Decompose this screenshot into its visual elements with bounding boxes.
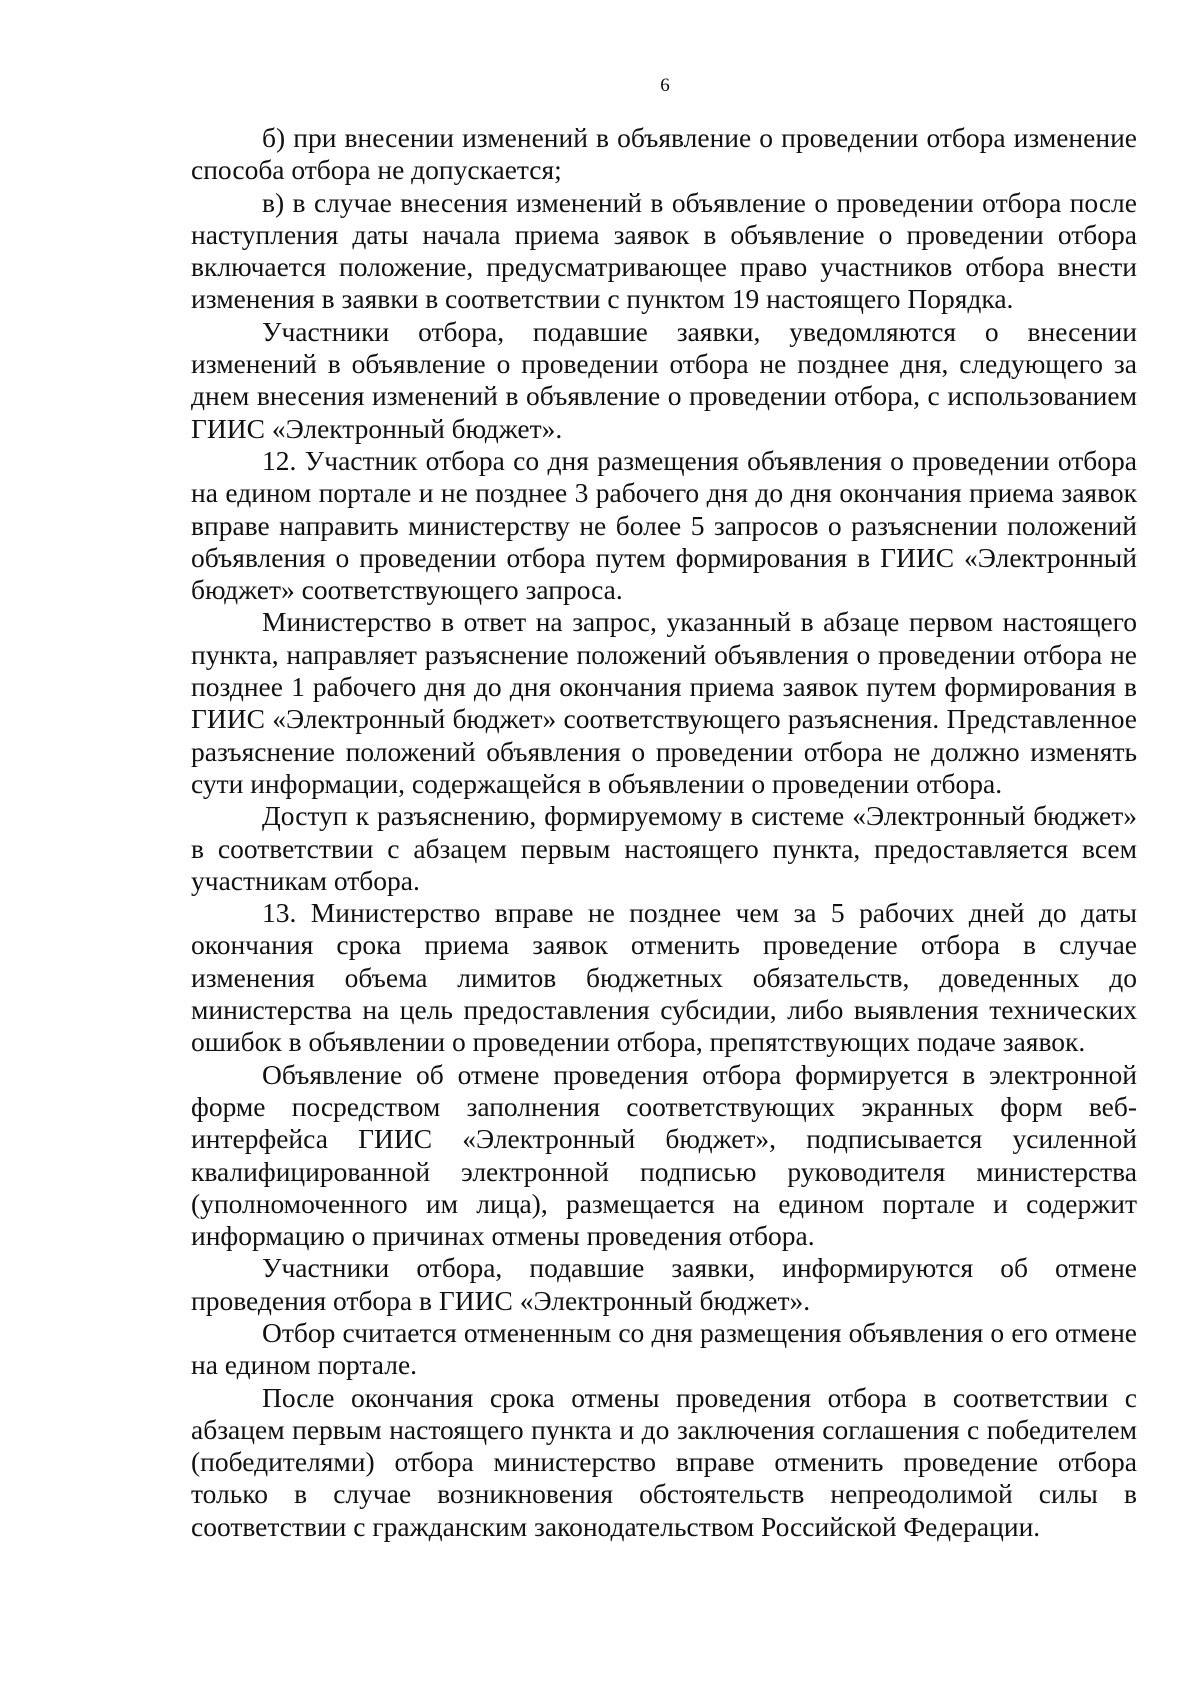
document-body <box>191 122 1137 1543</box>
paragraph-participants-informed: Участники отбора, подавшие заявки, информируются об отмене проведения отбора в ГИИС «Электронный бюджет». <box>191 1252 1137 1316</box>
paragraph-b: б) при внесении изменений в объявление о проведении отбора изменение способа отбора не допускается; <box>191 122 1137 186</box>
paragraph-selection-cancelled: Отбор считается отмененным со дня размещения объявления о его отмене на едином портале. <box>191 1316 1137 1381</box>
paragraph-participants-notification: Участники отбора, подавшие заявки, уведомляются о внесении изменений в объявление о проведении отбора не позднее дня, следующего за днем внесения изменений в объявление о проведении отбора, с использованием ГИИС «Электронный бюджет». <box>191 315 1137 444</box>
paragraph-clause-12: 12. Участник отбора со дня размещения объявления о проведении отбора на едином портале и не позднее 3 рабочего дня до дня окончания приема заявок вправе направить министерству не более 5 запросов о разъяснении положений объявления о проведении отбора путем формирования в ГИИС «Электронный бюджет» соответствующего запроса. <box>191 444 1137 606</box>
paragraph-clause-13: 13. Министерство вправе не позднее чем за 5 рабочих дней до даты окончания срока приема заявок отменить проведение отбора в случае изменения объема лимитов бюджетных обязательств, доведенных до министерства на цель предоставления субсидии, либо выявления технических ошибок в объявлении о проведении отбора, препятствующих подаче заявок. <box>191 897 1137 1058</box>
paragraph-force-majeure: После окончания срока отмены проведения отбора в соответствии с абзацем первым настоящего пункта и до заключения соглашения с победителем (победителями) отбора министерство вправе отменить проведение отбора только в случае возникновения обстоятельств непреодолимой силы в соответствии с гражданским законодательством Российской Федерации. <box>191 1381 1137 1542</box>
paragraph-ministry-response: Министерство в ответ на запрос, указанный в абзаце первом настоящего пункта, направляет разъяснение положений объявления о проведении отбора не позднее 1 рабочего дня до дня окончания приема заявок путем формирования в ГИИС «Электронный бюджет» соответствующего разъяснения. Представленное разъяснение положений объявления о проведении отбора не должно изменять сути информации, содержащейся в объявлении о проведении отбора. <box>191 606 1137 799</box>
paragraph-cancellation-announcement: Объявление об отмене проведения отбора формируется в электронной форме посредством заполнения соответствующих экранных форм веб-интерфейса ГИИС «Электронный бюджет», подписывается усиленной квалифицированной электронной подписью руководителя министерства (уполномоченного им лица), размещается на едином портале и содержит информацию о причинах отмены проведения отбора. <box>191 1058 1137 1252</box>
page-number: 6 <box>660 75 670 96</box>
paragraph-access-clarification: Доступ к разъяснению, формируемому в системе «Электронный бюджет» в соответствии с абзацем первым настоящего пункта, предоставляется всем участникам отбора. <box>191 800 1137 896</box>
paragraph-v: в) в случае внесения изменений в объявление о проведении отбора после наступления даты начала приема заявок в объявление о проведении отбора включается положение, предусматривающее право участников отбора внести изменения в заявки в соответствии с пунктом 19 настоящего Порядка. <box>191 186 1137 315</box>
